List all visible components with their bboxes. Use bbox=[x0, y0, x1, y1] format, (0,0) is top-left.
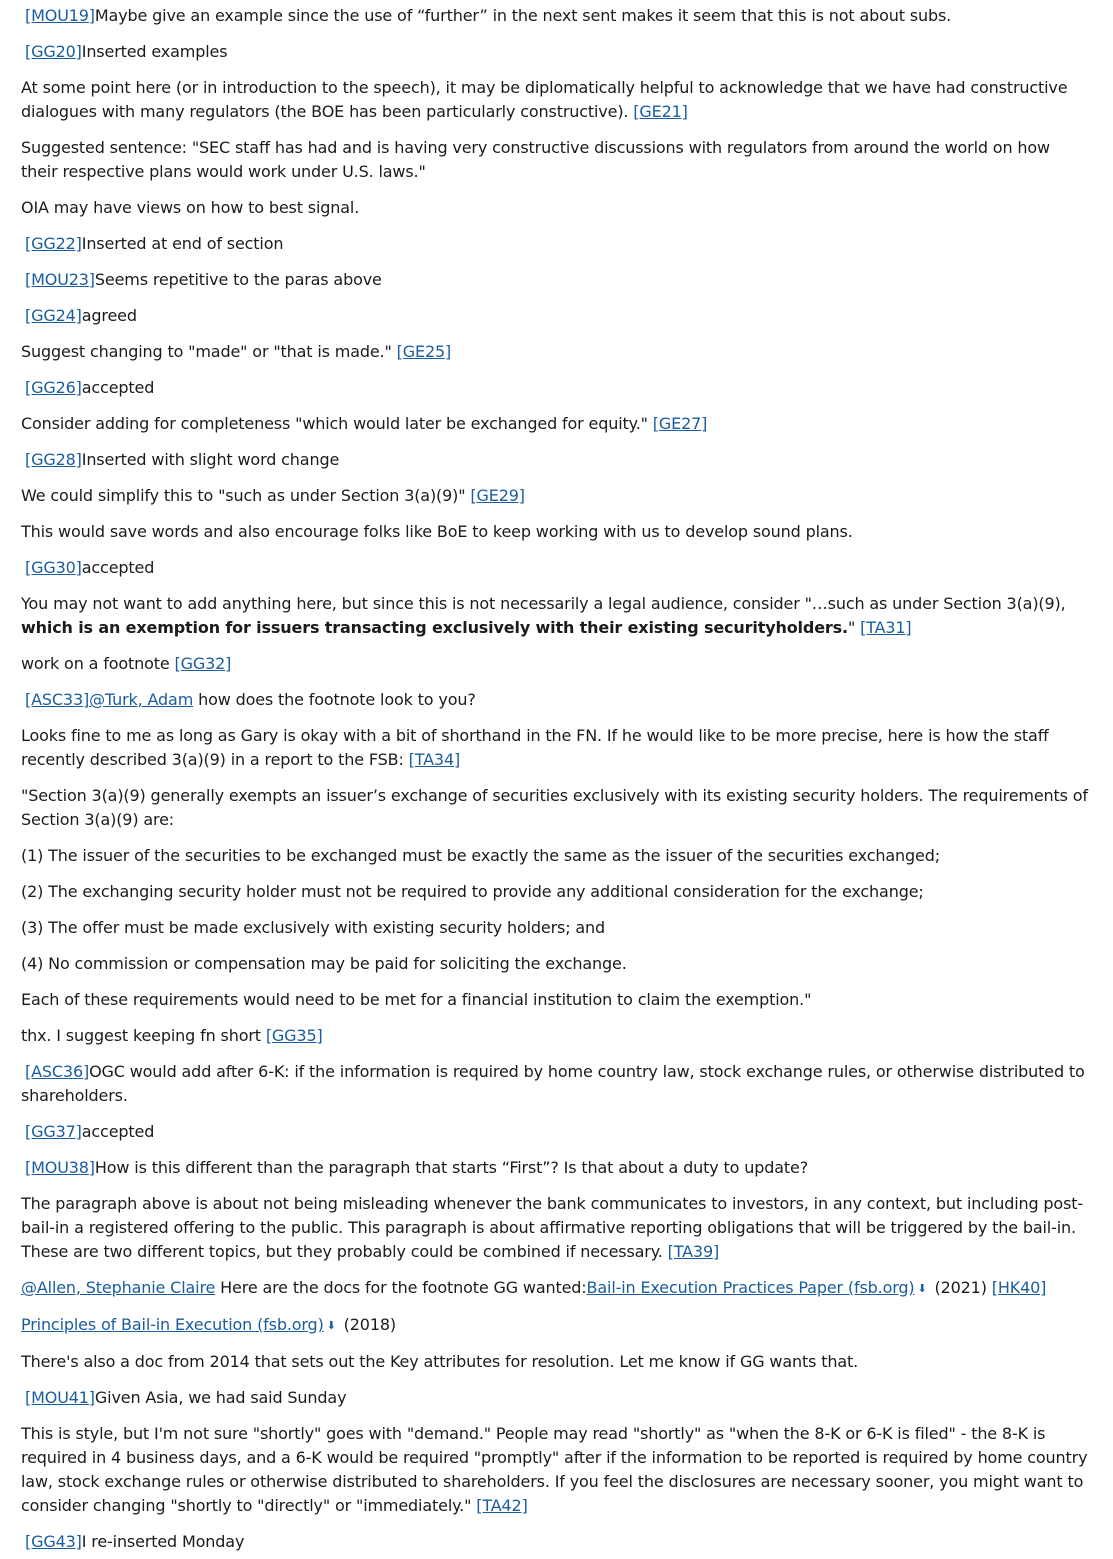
hyperlink[interactable]: Bail-in Execution Practices Paper (fsb.org) bbox=[586, 1278, 915, 1297]
comment-paragraph bbox=[21, 376, 1091, 400]
comment-ref-link[interactable]: [GE27] bbox=[652, 414, 708, 433]
comment-text: "Section 3(a)(9) generally exempts an issuer’s exchange of securities exclusively with its existing security holders. The requirements of Section 3(a)(9) are: bbox=[21, 786, 1088, 829]
comment-text: (2) The exchanging security holder must not be required to provide any additional consideration for the exchange; bbox=[21, 882, 924, 901]
comment-paragraph bbox=[21, 1024, 1091, 1048]
comment-paragraph bbox=[21, 952, 1091, 976]
comment-ref-link[interactable]: [GG22] bbox=[25, 234, 82, 253]
comment-text: We could simplify this to "such as under Section 3(a)(9)" bbox=[21, 486, 471, 505]
comment-text: accepted bbox=[81, 558, 155, 577]
comment-ref-link[interactable]: [GE29] bbox=[470, 486, 525, 505]
comment-text: How is this different than the paragraph that starts “First”? Is that about a duty to update? bbox=[94, 1158, 809, 1177]
comment-text: There's also a doc from 2014 that sets out the Key attributes for resolution. Let me know if GG wants that. bbox=[21, 1352, 859, 1371]
comment-text: Looks fine to me as long as Gary is okay with a bit of shorthand in the FN. If he would like to be more precise, here is how the staff recently described 3(a)(9) in a report to the FSB: bbox=[21, 726, 1049, 769]
comment-text: Inserted examples bbox=[81, 42, 228, 61]
comment-paragraph bbox=[21, 1192, 1091, 1264]
comment-paragraph bbox=[21, 448, 1091, 472]
comment-paragraph bbox=[21, 76, 1091, 124]
comment-paragraph bbox=[21, 1313, 1091, 1338]
comment-ref-link[interactable]: [GG26] bbox=[25, 378, 82, 397]
comment-paragraph bbox=[21, 1386, 1091, 1410]
comment-text: This is style, but I'm not sure "shortly" goes with "demand." People may read "shortly" as "when the 8-K or 6-K is filed" - the 8-K is required in 4 business days, and a 6-K would be required "promptly" after if the information to be reported is required by home country law, stock exchange rules or otherwise distributed to shareholders. If you feel the disclosures are necessary sooner, you might want to consider changing "shortly to "directly" or "immediately." bbox=[21, 1424, 1088, 1515]
comment-text: Inserted with slight word change bbox=[81, 450, 340, 469]
comment-text: " bbox=[847, 618, 861, 637]
comment-ref-link[interactable]: [TA39] bbox=[667, 1242, 720, 1261]
comment-paragraph bbox=[21, 232, 1091, 256]
comment-paragraph bbox=[21, 916, 1091, 940]
comment-ref-link[interactable]: [ASC36] bbox=[25, 1062, 90, 1081]
comment-ref-link[interactable]: [GG20] bbox=[25, 42, 82, 61]
comment-paragraph bbox=[21, 556, 1091, 580]
comment-text: The paragraph above is about not being misleading whenever the bank communicates to investors, in any context, but including post-bail-in a registered offering to the public. This paragraph is about affirmative reporting obligations that will be triggered by the bail-in. These are two different topics, but they probably could be combined if necessary. bbox=[21, 1194, 1084, 1261]
comment-ref-link[interactable]: [MOU38] bbox=[25, 1158, 95, 1177]
comment-ref-link[interactable]: [GG30] bbox=[25, 558, 82, 577]
comment-paragraph bbox=[21, 4, 1091, 28]
comment-paragraph bbox=[21, 268, 1091, 292]
comment-paragraph bbox=[21, 520, 1091, 544]
comment-paragraph bbox=[21, 1060, 1091, 1108]
comment-ref-link[interactable]: [GG35] bbox=[265, 1026, 323, 1045]
comment-ref-link[interactable]: [GG37] bbox=[25, 1122, 82, 1141]
comment-text: I re-inserted Monday bbox=[81, 1532, 245, 1551]
comment-ref-link[interactable]: [GE25] bbox=[396, 342, 452, 361]
comment-text: OGC would add after 6-K: if the information is required by home country law, stock exchange rules, or otherwise distributed to shareholders. bbox=[21, 1062, 1085, 1105]
comment-paragraph bbox=[21, 844, 1091, 868]
hyperlink[interactable]: Principles of Bail-in Execution (fsb.org) bbox=[21, 1315, 324, 1334]
comment-paragraph bbox=[21, 412, 1091, 436]
download-icon[interactable]: ⬇ bbox=[326, 1319, 336, 1332]
comment-text: accepted bbox=[81, 1122, 155, 1141]
comment-paragraph bbox=[21, 1156, 1091, 1180]
comment-ref-link[interactable]: [MOU41] bbox=[25, 1388, 95, 1407]
comment-ref-link[interactable]: [GG43] bbox=[25, 1532, 82, 1551]
comment-text: Seems repetitive to the paras above bbox=[94, 270, 382, 289]
comment-ref-link[interactable]: [GG32] bbox=[174, 654, 232, 673]
comment-paragraph bbox=[21, 1530, 1091, 1554]
comment-paragraph bbox=[21, 652, 1091, 676]
comment-ref-link[interactable]: [TA31] bbox=[860, 618, 912, 637]
comment-paragraph bbox=[21, 1276, 1091, 1301]
comment-ref-link[interactable]: [GG28] bbox=[25, 450, 82, 469]
comment-paragraph bbox=[21, 1120, 1091, 1144]
comment-paragraph bbox=[21, 196, 1091, 220]
comment-text: Consider adding for completeness "which would later be exchanged for equity." bbox=[21, 414, 653, 433]
comment-paragraph bbox=[21, 304, 1091, 328]
comment-text: Suggested sentence: "SEC staff has had and is having very constructive discussions with regulators from around the world on how their respective plans would work under U.S. laws." bbox=[21, 138, 1050, 181]
comment-text: (1) The issuer of the securities to be exchanged must be exactly the same as the issuer of the securities exchanged; bbox=[21, 846, 940, 865]
comment-text: how does the footnote look to you? bbox=[193, 690, 476, 709]
comment-text: Suggest changing to "made" or "that is made." bbox=[21, 342, 397, 361]
comment-paragraph bbox=[21, 688, 1091, 712]
download-icon[interactable]: ⬇ bbox=[917, 1282, 927, 1295]
comment-text: (2021) bbox=[929, 1278, 992, 1297]
comment-text: Maybe give an example since the use of “further” in the next sent makes it seem that this is not about subs. bbox=[94, 6, 952, 25]
comment-text: accepted bbox=[81, 378, 155, 397]
comment-text: (2018) bbox=[338, 1315, 396, 1334]
comment-text: At some point here (or in introduction to the speech), it may be diplomatically helpful to acknowledge that we have had constructive dialogues with many regulators (the BOE has been particularly constructive). bbox=[21, 78, 1068, 121]
comment-paragraph bbox=[21, 592, 1091, 640]
comment-paragraph bbox=[21, 988, 1091, 1012]
comment-ref-link[interactable]: [TA42] bbox=[476, 1496, 528, 1515]
comment-text: thx. I suggest keeping fn short bbox=[21, 1026, 266, 1045]
comment-paragraph bbox=[21, 40, 1091, 64]
comment-text: This would save words and also encourage folks like BoE to keep working with us to develop sound plans. bbox=[21, 522, 853, 541]
comment-text: (3) The offer must be made exclusively with existing security holders; and bbox=[21, 918, 606, 937]
comment-ref-link[interactable]: [MOU19] bbox=[25, 6, 95, 25]
comment-text: (4) No commission or compensation may be paid for soliciting the exchange. bbox=[21, 954, 627, 973]
hyperlink[interactable]: @Turk, Adam bbox=[89, 690, 194, 709]
comment-text: work on a footnote bbox=[21, 654, 175, 673]
comment-text: You may not want to add anything here, but since this is not necessarily a legal audience, consider "…such as under Section 3(a)(9), bbox=[21, 594, 1066, 613]
comment-ref-link[interactable]: [ASC33] bbox=[25, 690, 90, 709]
comment-paragraph bbox=[21, 784, 1091, 832]
comment-paragraph bbox=[21, 136, 1091, 184]
comment-paragraph bbox=[21, 724, 1091, 772]
comment-ref-link[interactable]: [GG24] bbox=[25, 306, 82, 325]
comment-paragraph bbox=[21, 1350, 1091, 1374]
comment-text: Inserted at end of section bbox=[81, 234, 284, 253]
comment-paragraph bbox=[21, 1422, 1091, 1518]
comment-paragraph bbox=[21, 340, 1091, 364]
comment-text: Given Asia, we had said Sunday bbox=[94, 1388, 347, 1407]
comment-paragraph bbox=[21, 484, 1091, 508]
comment-paragraph bbox=[21, 880, 1091, 904]
comment-text: OIA may have views on how to best signal. bbox=[21, 198, 360, 217]
comment-text: agreed bbox=[81, 306, 137, 325]
hyperlink[interactable]: @Allen, Stephanie Claire bbox=[21, 1278, 216, 1297]
comment-ref-link[interactable]: [HK40] bbox=[991, 1278, 1047, 1297]
comment-ref-link[interactable]: [MOU23] bbox=[25, 270, 95, 289]
comment-ref-link[interactable]: [TA34] bbox=[408, 750, 461, 769]
comment-text: Each of these requirements would need to be met for a financial institution to claim the exemption." bbox=[21, 990, 812, 1009]
comment-ref-link[interactable]: [GE21] bbox=[633, 102, 688, 121]
bold-text: which is an exemption for issuers transacting exclusively with their existing securityholders. bbox=[21, 618, 848, 637]
comment-text: Here are the docs for the footnote GG wanted: bbox=[215, 1278, 587, 1297]
